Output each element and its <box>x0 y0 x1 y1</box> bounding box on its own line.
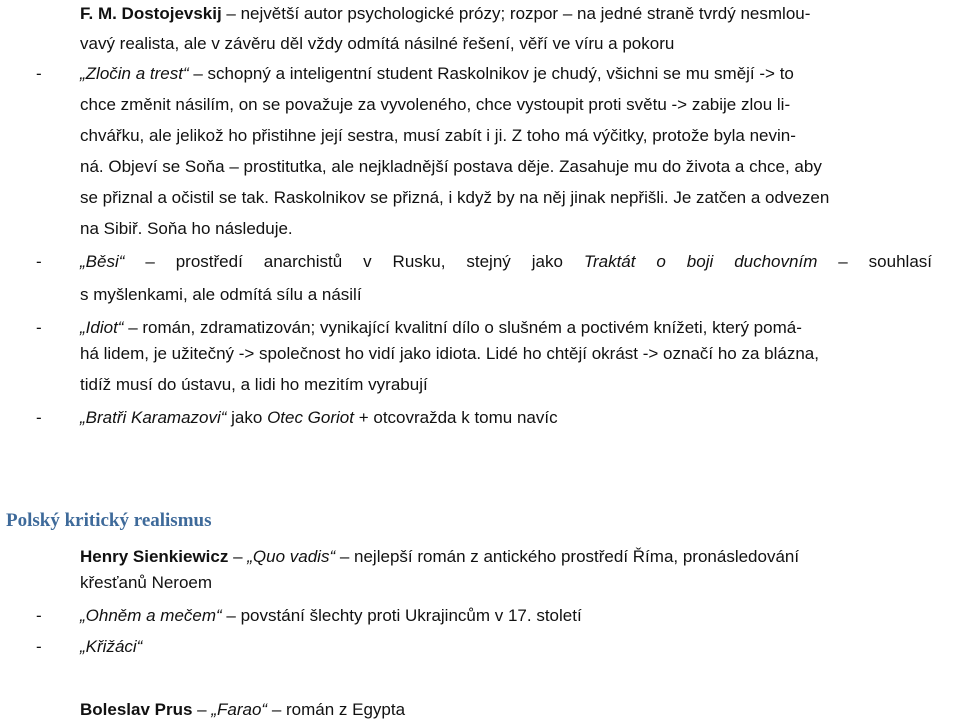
work-title-krizaci: „Křižáci“ <box>80 637 143 656</box>
list-dash: - <box>36 637 42 656</box>
zlocin-line-2: chce změnit násilím, on se považuje za vyvoleného, chce vystoupit proti světu -> zabije zlou li- <box>80 95 791 114</box>
list-dash: - <box>36 606 42 625</box>
idiot-text-1: – román, zdramatizován; vynikající kvalitní dílo o slušném a poctivém knížeti, který pomá- <box>123 318 802 337</box>
sienkiewicz-line-2: křesťanů Neroem <box>80 573 213 592</box>
author-name-prus: Boleslav Prus <box>80 700 193 719</box>
zlocin-line-1 <box>80 64 794 84</box>
zlocin-line-5: se přiznal a očistil se tak. Raskolnikov se přizná, i když by na něj jinak nepřišli. Je zatčen a odvezen <box>80 188 830 207</box>
section-heading-polsky: Polský kritický realismus <box>6 510 212 531</box>
besi-text-1b: – souhlasí <box>817 252 932 271</box>
dostojevskij-line-1 <box>80 4 810 24</box>
work-title-goriot: Otec Goriot <box>267 408 354 427</box>
sienkiewicz-sep: – <box>228 547 248 566</box>
besi-line-2: s myšlenkami, ale odmítá sílu a násilí <box>80 285 362 304</box>
krizaci-line <box>80 637 142 657</box>
zlocin-line-6: na Sibiř. Soňa ho následuje. <box>80 219 293 238</box>
author-name-sienkiewicz: Henry Sienkiewicz <box>80 547 229 566</box>
sienkiewicz-text-1: – nejlepší román z antického prostředí Říma, pronásledování <box>335 547 800 566</box>
idiot-line-3: tidíž musí do ústavu, a lidi ho mezitím vyrabují <box>80 375 428 394</box>
zlocin-text-1: – schopný a inteligentní student Raskolnikov je chudý, všichni se mu smějí -> to <box>188 64 794 83</box>
bratri-text-mid: jako <box>226 408 268 427</box>
work-title-ohnem: „Ohněm a mečem“ <box>80 606 222 625</box>
work-title-farao: „Farao“ <box>211 700 268 719</box>
idiot-line-2: há lidem, je užitečný -> společnost ho vidí jako idiota. Lidé ho chtějí okrást -> označí ho za blázna, <box>80 344 819 363</box>
prus-line <box>80 700 405 720</box>
idiot-line-1 <box>80 318 802 338</box>
ohnem-text: – povstání šlechty proti Ukrajincům v 17. století <box>221 606 582 625</box>
sienkiewicz-line-1 <box>80 547 799 567</box>
list-dash: - <box>36 408 42 427</box>
list-dash: - <box>36 318 42 337</box>
dostojevskij-text-1: – největší autor psychologické prózy; rozpor – na jedné straně tvrdý nesmlou- <box>221 4 811 23</box>
work-title-zlocin: „Zločin a trest“ <box>80 64 189 83</box>
bratri-line <box>80 408 558 428</box>
work-title-idiot: „Idiot“ <box>80 318 124 337</box>
work-title-quo-vadis: „Quo vadis“ <box>247 547 336 566</box>
list-dash: - <box>36 252 42 271</box>
besi-line-1 <box>80 252 932 272</box>
prus-sep: – <box>192 700 212 719</box>
work-title-besi: „Běsi“ <box>80 252 125 271</box>
author-name-dostojevskij: F. M. Dostojevskij <box>80 4 222 23</box>
zlocin-line-3: chvářku, ale jelikož ho přistihne její sestra, musí zabít i ji. Z toho má výčitky, protože byla nevin- <box>80 126 796 145</box>
dostojevskij-line-2: vavý realista, ale v závěru děl vždy odmítá násilné řešení, věří ve víru a pokoru <box>80 34 675 53</box>
work-title-traktat: Traktát o boji duchovním <box>583 252 818 271</box>
zlocin-line-4: ná. Objeví se Soňa – prostitutka, ale nejkladnější postava děje. Zasahuje mu do života a chce, aby <box>80 157 822 176</box>
bratri-text-end: + otcovražda k tomu navíc <box>353 408 558 427</box>
ohnem-line <box>80 606 582 626</box>
list-dash: - <box>36 64 42 83</box>
prus-text: – román z Egypta <box>267 700 406 719</box>
besi-text-1a: – prostředí anarchistů v Rusku, stejný jako <box>124 252 584 271</box>
work-title-bratri: „Bratři Karamazovi“ <box>80 408 227 427</box>
